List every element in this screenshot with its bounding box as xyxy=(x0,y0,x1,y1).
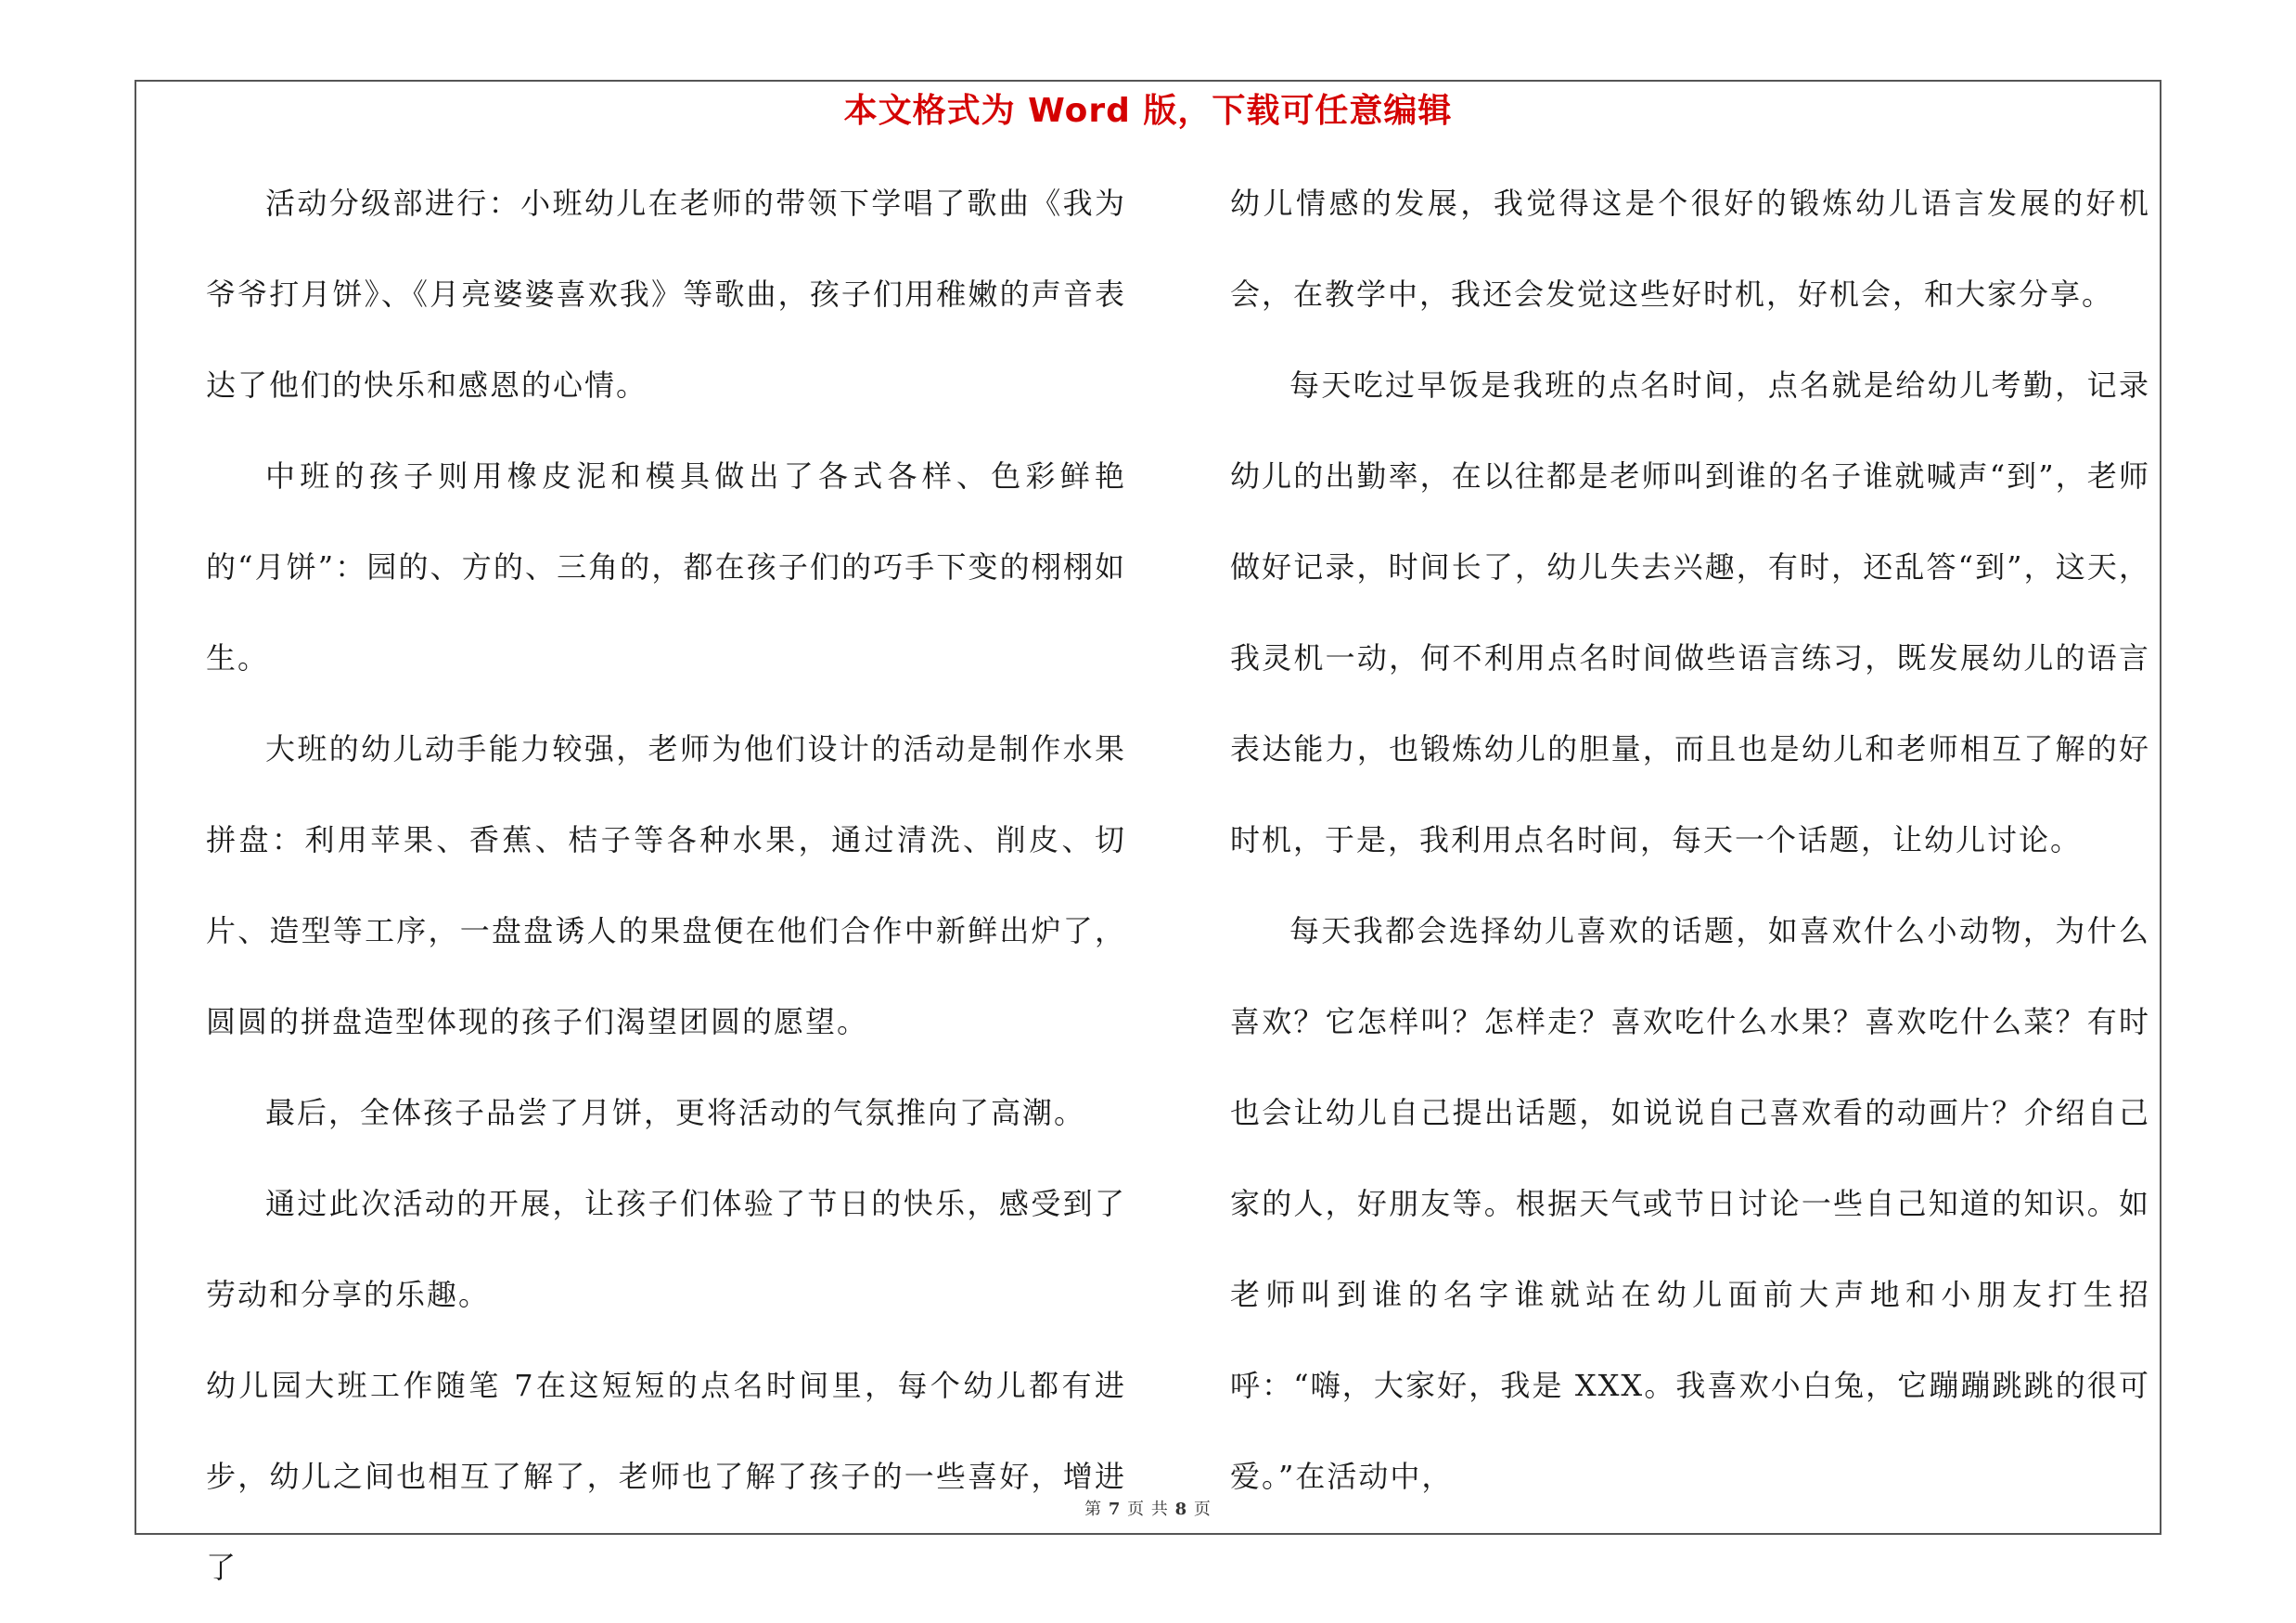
section-heading: 幼儿园大班工作随笔 7 xyxy=(206,1368,535,1403)
paragraph: 中班的孩子则用橡皮泥和模具做出了各式各样、色彩鲜艳的“月饼”：园的、方的、三角的，都在孩子们的巧手下变的栩栩如生。 xyxy=(206,458,1126,676)
paragraph: 大班的幼儿动手能力较强，老师为他们设计的活动是制作水果拼盘：利用苹果、香蕉、桔子等各种水果，通过清洗、削皮、切片、造型等工序，一盘盘诱人的果盘便在他们合作中新鲜出炉了，圆圆的拼盘造型体现的孩子们渴望团圆的愿望。 xyxy=(206,731,1126,1039)
right-column xyxy=(1230,158,2150,1522)
total-pages-number: 8 xyxy=(1174,1500,1188,1519)
paragraph: 每天我都会选择幼儿喜欢的话题，如喜欢什么小动物，为什么喜欢？它怎样叫？怎样走？喜欢吃什么水果？喜欢吃什么菜？有时也会让幼儿自己提出话题，如说说自己喜欢看的动画片？介绍自己家的人，好朋友等。根据天气或节日讨论一些自己知道的知识。如老师叫到谁的名字谁就站在幼儿面前大声地和小朋友打生招呼：“嗨，大家好，我是 XXX。我喜欢小白兔，它蹦蹦跳跳的很可爱。”在活动中， xyxy=(1230,913,2150,1494)
paragraph: 通过此次活动的开展，让孩子们体验了节日的快乐，感受到了劳动和分享的乐趣。 xyxy=(206,1186,1126,1312)
footer-prefix: 第 xyxy=(1084,1500,1103,1519)
footer-middle: 页 共 xyxy=(1127,1500,1169,1519)
header-banner: 本文格式为 Word 版，下载可任意编辑 xyxy=(843,92,1453,130)
section-text: 在这短短的点名时间里，每个幼儿都有进步，幼儿之间也相互了解了，老师也了解了孩子的一些喜好，增进了 xyxy=(206,1368,1126,1585)
left-column xyxy=(206,158,1126,1613)
current-page-number: 7 xyxy=(1108,1500,1122,1519)
paragraph: 最后，全体孩子品尝了月饼，更将活动的气氛推向了高潮。 xyxy=(265,1095,1086,1130)
footer-suffix: 页 xyxy=(1193,1500,1212,1519)
page-footer xyxy=(0,1496,2296,1520)
continuation-paragraph: 幼儿情感的发展，我觉得这是个很好的锻炼幼儿语言发展的好机会，在教学中，我还会发觉这些好时机，好机会，和大家分享。 xyxy=(1230,186,2150,312)
section-paragraph xyxy=(206,1340,1126,1613)
paragraph: 活动分级部进行：小班幼儿在老师的带领下学唱了歌曲《我为爷爷打月饼》、《月亮婆婆喜欢我》等歌曲，孩子们用稚嫩的声音表达了他们的快乐和感恩的心情。 xyxy=(206,186,1126,403)
paragraph: 每天吃过早饭是我班的点名时间，点名就是给幼儿考勤，记录幼儿的出勤率，在以往都是老师叫到谁的名子谁就喊声“到”，老师做好记录，时间长了，幼儿失去兴趣，有时，还乱答“到”，这天，我灵机一动，何不利用点名时间做些语言练习，既发展幼儿的语言表达能力，也锻炼幼儿的胆量，而且也是幼儿和老师相互了解的好时机，于是，我利用点名时间，每天一个话题，让幼儿讨论。 xyxy=(1230,367,2150,857)
